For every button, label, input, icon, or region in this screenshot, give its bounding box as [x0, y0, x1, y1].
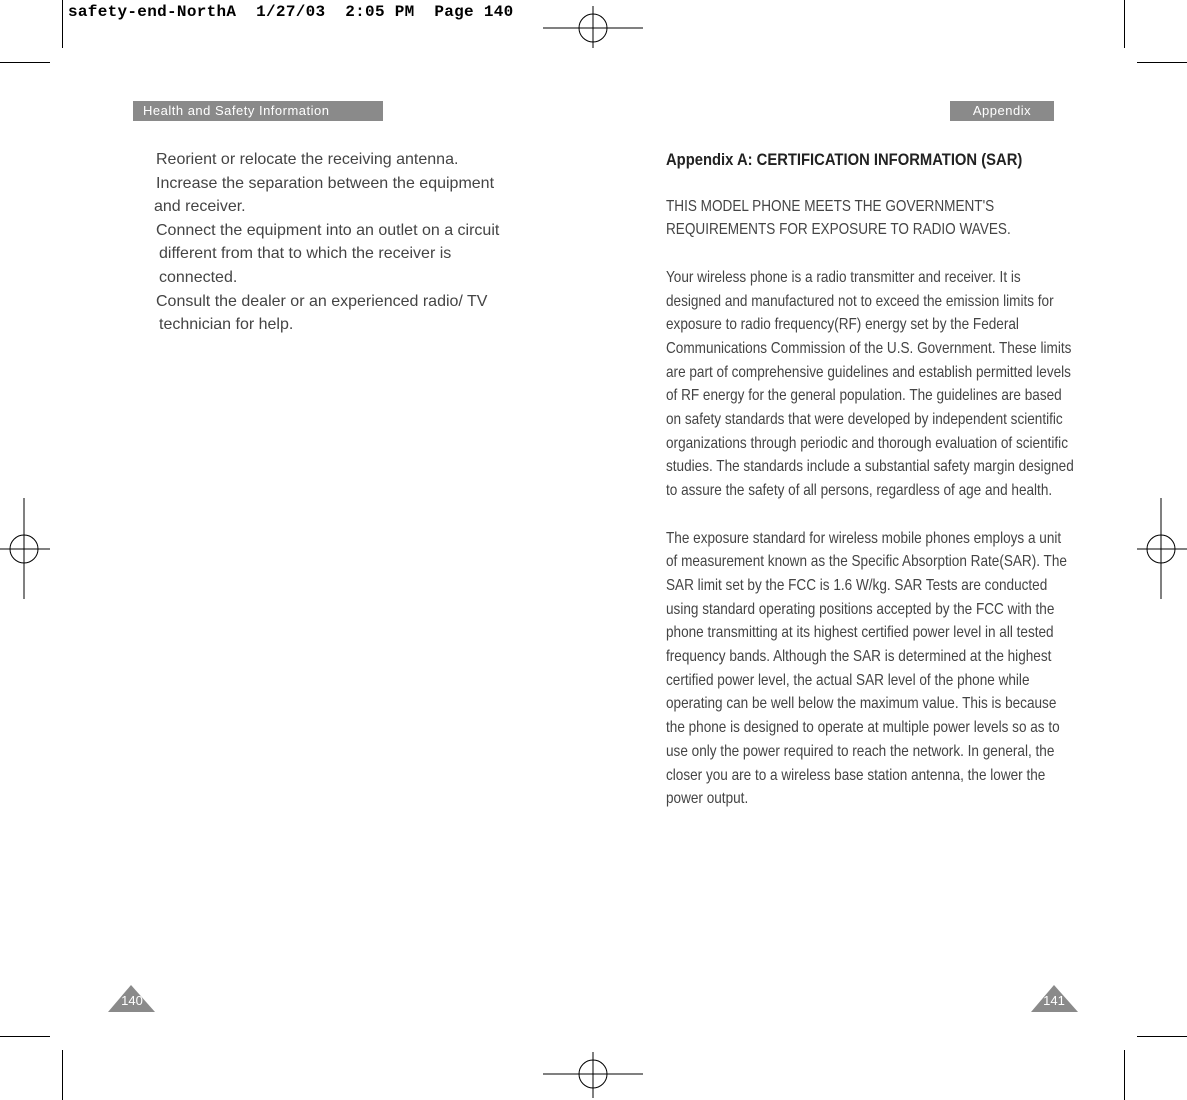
list-item: Connect the equipment into an outlet on a circuit different from that to which the receiver is connected.	[156, 221, 500, 286]
page-number-left: 140	[121, 993, 143, 1008]
compliance-statement: THIS MODEL PHONE MEETS THE GOVERNMENT'S REQUIREMENTS FOR EXPOSURE TO RADIO WAVES.	[666, 197, 1011, 239]
certification-section	[666, 148, 1076, 835]
list-item: Increase the separation between the equipment and receiver.	[154, 174, 495, 216]
list-item: Reorient or relocate the receiving antenna.	[156, 151, 459, 168]
sar-paragraph: The exposure standard for wireless mobile phones employs a unit of measurement known as the Specific Absorption Rate(SAR). The SAR limit set by the FCC is 1.6 W/kg. SAR Tests are conducted using standard operating positions accepted by the FCC with the phone transmitting at its highest certified power level in all tested frequency bands. Although the SAR is determined at the highest certified power level, the actual SAR level of the phone while operating can be well below the maximum value. This is because the phone is designed to operate at multiple power levels so as to use only the power required to reach the network. In general, the closer you are to a wireless base station antenna, the lower the power output.	[666, 529, 1067, 808]
list-item: Consult the dealer or an experienced radio/ TV technician for help.	[156, 292, 488, 334]
section-title: Appendix A: CERTIFICATION INFORMATION (SAR)	[666, 150, 1023, 169]
interference-remedies-list	[156, 148, 556, 337]
right-section-header-label: Appendix	[972, 103, 1032, 118]
rf-exposure-paragraph: Your wireless phone is a radio transmitter and receiver. It is designed and manufactured not to exceed the emission limits for exposure to radio frequency(RF) energy set by the Federal Communications Commission of the U.S. Government. These limits are part of comprehensive guidelines and establish permitted levels of RF energy for the general population. The guidelines are based on safety standards that were developed by independent scientific organizations through periodic and thorough evaluation of scientific studies. The standards include a substantial safety margin designed to assure the safety of all persons, regardless of age and health.	[666, 268, 1074, 500]
left-section-header-label: Health and Safety Information	[143, 103, 330, 118]
printer-slug: safety-end-NorthA 1/27/03 2:05 PM Page 140	[68, 3, 514, 21]
page-number-right: 141	[1043, 993, 1065, 1008]
left-section-header	[133, 101, 383, 121]
right-section-header	[950, 101, 1054, 121]
